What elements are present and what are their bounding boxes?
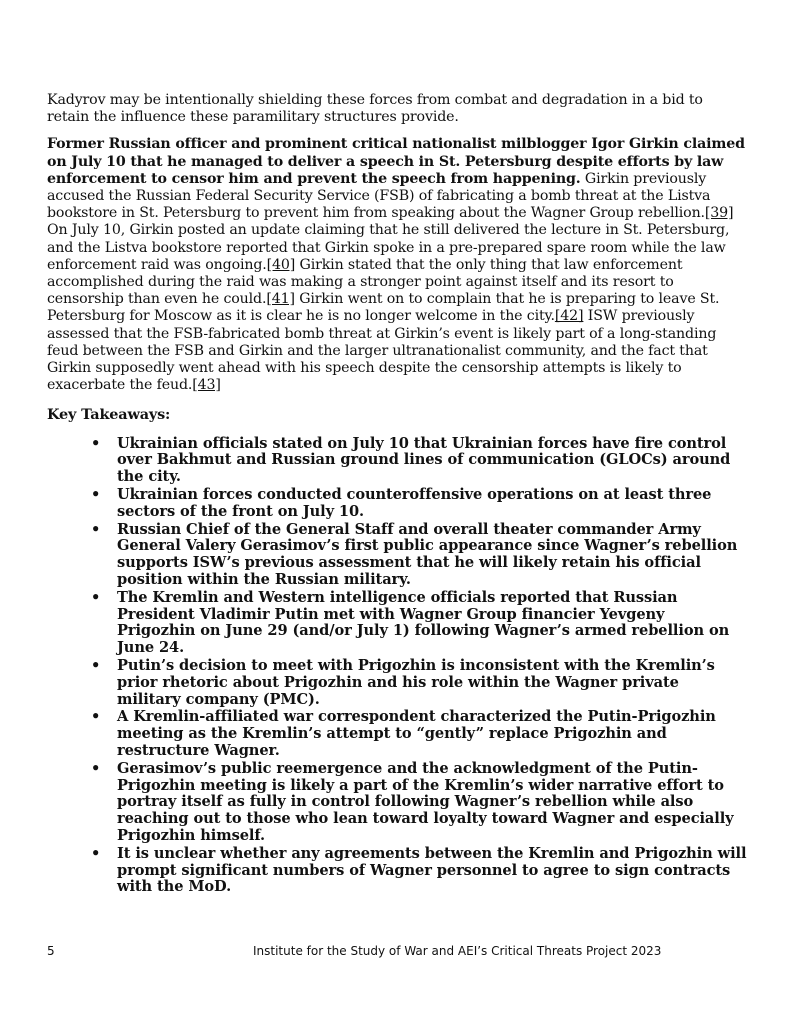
list-item: • Ukrainian forces conducted counteroffensive operations on at least three sectors of the front on July 10.: [117, 487, 747, 521]
list-item: • Russian Chief of the General Staff and overall theater commander Army General Valery Gerasimov’s first public appearance since Wagner’s rebellion supports ISW’s previous assessment that he will likely retain his official position within the Russian military.: [117, 522, 747, 589]
list-item: • Ukrainian officials stated on July 10 that Ukrainian forces have fire control over Bakhmut and Russian ground lines of communication (GLOCs) around the city.: [117, 436, 747, 486]
key-takeaways-list: [47, 436, 747, 897]
footnote-link-42[interactable]: [42]: [554, 308, 584, 325]
list-item: • Gerasimov’s public reemergence and the acknowledgment of the Putin-Prigozhin meeting is likely a part of the Kremlin’s wider narrative effort to portray itself as fully in control following Wagner’s rebellion while also reaching out to those who lean toward loyalty toward Wagner and especially Prigozhin himself.: [117, 761, 747, 845]
footer-organization: Institute for the Study of War and AEI’s Critical Threats Project 2023: [253, 944, 662, 958]
paragraph-text: Girkin previously accused the Russian Federal Security Service (FSB) of fabricating a bomb threat at the Listva bookstore in St. Petersburg to prevent him from speaking about the Wagner Group rebellion.: [47, 170, 711, 222]
page-number: 5: [47, 944, 55, 958]
list-item: • The Kremlin and Western intelligence officials reported that Russian President Vladimir Putin met with Wagner Group financier Yevgeny Prigozhin on June 29 (and/or July 1) following Wagner’s armed rebellion on June 24.: [117, 590, 747, 657]
list-item: • A Kremlin-affiliated war correspondent characterized the Putin-Prigozhin meeting as the Kremlin’s attempt to “gently” replace Prigozhin and restructure Wagner.: [117, 709, 747, 759]
list-item: • It is unclear whether any agreements between the Kremlin and Prigozhin will prompt significant numbers of Wagner personnel to agree to sign contracts with the MoD.: [117, 846, 747, 896]
footnote-link-43[interactable]: [43]: [192, 377, 221, 394]
paragraph-kadyrov: Kadyrov may be intentionally shielding these forces from combat and degradation in a bid to retain the influence these paramilitary structures provide.: [47, 92, 703, 126]
key-takeaways-heading: Key Takeaways:: [47, 406, 171, 424]
footnote-link-40[interactable]: [40]: [266, 256, 296, 273]
footnote-link-41[interactable]: [41]: [266, 291, 295, 308]
paragraph-lead: Former Russian officer and prominent critical nationalist milblogger Igor Girkin claimed on July 10 that he managed to deliver a speech in St. Petersburg despite efforts by law enforcement to censor him and prevent the speech from happening.: [47, 136, 745, 187]
paragraph-text: ISW previously assessed that the FSB-fabricated bomb threat at Girkin’s event is likely part of a long-standing feud between the FSB and Girkin and the larger ultranationalist community, and the fact that Girkin supposedly went ahead with his speech despite the censorship attempts is likely to exacerbate the feud.: [47, 308, 717, 394]
paragraph-text: On July 10, Girkin posted an update claiming that he still delivered the lecture in St. Petersburg, and the Listva bookstore reported that Girkin spoke in a pre-prepared spare room while the law enforcement raid was ongoing.: [47, 222, 730, 273]
paragraph-girkin: [47, 136, 747, 394]
page-body: [47, 92, 747, 897]
paragraph-text: Girkin stated that the only thing that law enforcement accomplished during the raid was making a stronger point against itself and its resort to censorship than even he could.: [47, 256, 683, 308]
footnote-link-39[interactable]: [39]: [704, 205, 734, 222]
paragraph-text: Girkin went on to complain that he is preparing to leave St. Petersburg for Moscow as it is clear he is no longer welcome in the city.: [47, 291, 720, 325]
list-item: • Putin’s decision to meet with Prigozhin is inconsistent with the Kremlin’s prior rhetoric about Prigozhin and his role within the Wagner private military company (PMC).: [117, 658, 747, 708]
